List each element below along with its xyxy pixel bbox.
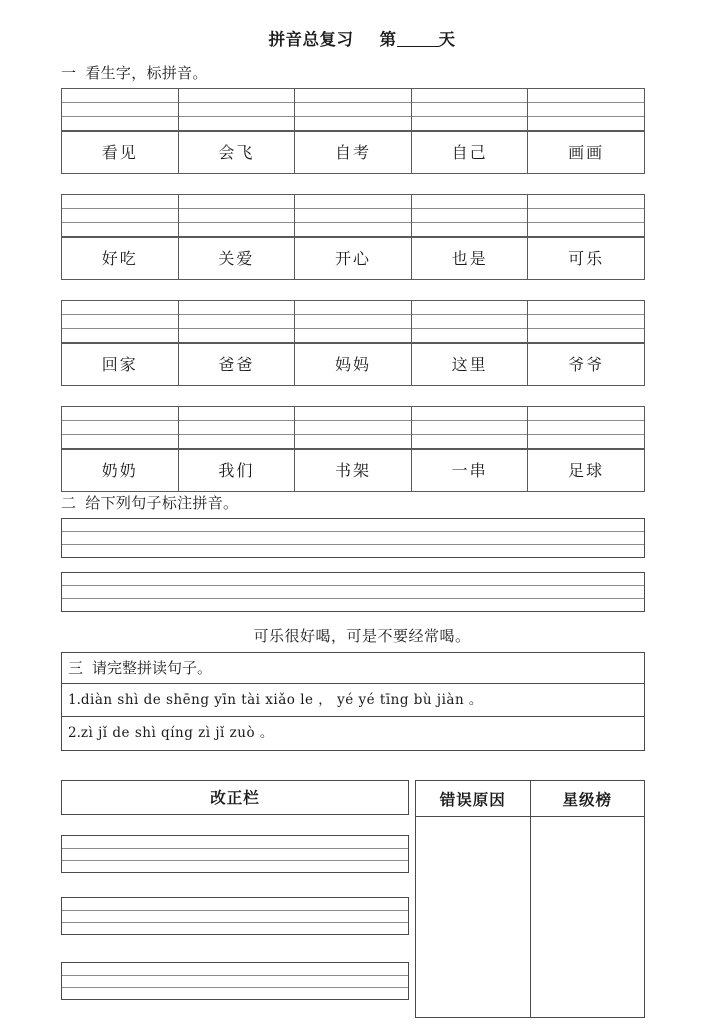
word-table-row-4	[61, 406, 645, 492]
correction-column-header: 改正栏	[61, 780, 409, 815]
word-cell	[295, 449, 412, 492]
word-text: 可乐	[528, 237, 644, 279]
pinyin-write-cell[interactable]	[411, 301, 528, 343]
star-rank-header: 星级榜	[530, 781, 645, 817]
table-row	[416, 817, 645, 1018]
word-row	[62, 343, 645, 386]
pinyin-sentence-index: 2.	[68, 725, 81, 741]
word-cell	[528, 237, 645, 280]
word-cell	[62, 343, 179, 386]
section-1-heading	[61, 62, 208, 83]
pinyin-write-cell[interactable]	[62, 407, 179, 449]
section-3-box	[61, 652, 645, 751]
word-text: 足球	[528, 449, 644, 491]
error-reason-header: 错误原因	[416, 781, 531, 817]
pinyin-write-cell[interactable]	[295, 89, 412, 131]
section-3-number: 三	[68, 659, 84, 677]
word-text: 书架	[295, 449, 411, 491]
word-table-row-2	[61, 194, 645, 280]
pinyin-grid-row	[62, 407, 645, 449]
error-star-table	[415, 780, 645, 1018]
title-day-blank[interactable]	[397, 32, 439, 47]
pinyin-write-cell[interactable]	[528, 89, 645, 131]
word-text: 也是	[412, 237, 528, 279]
pinyin-write-cell[interactable]	[295, 407, 412, 449]
word-text: 妈妈	[295, 343, 411, 385]
title-day-suffix: 天	[438, 30, 456, 49]
section-2-number: 二	[61, 494, 77, 512]
pinyin-write-cell[interactable]	[62, 301, 179, 343]
word-cell	[295, 237, 412, 280]
section-2-heading	[61, 492, 238, 513]
pinyin-write-cell[interactable]	[411, 195, 528, 237]
word-text: 开心	[295, 237, 411, 279]
word-text: 一串	[412, 449, 528, 491]
pinyin-write-cell[interactable]	[178, 89, 295, 131]
word-text: 会飞	[179, 131, 295, 173]
word-cell	[411, 131, 528, 174]
page-title	[0, 26, 724, 50]
pinyin-write-cell[interactable]	[411, 407, 528, 449]
word-cell	[411, 237, 528, 280]
pinyin-write-cell[interactable]	[528, 407, 645, 449]
word-text: 自考	[295, 131, 411, 173]
word-text: 关爱	[179, 237, 295, 279]
pinyin-sentence-text: zì jǐ de shì qíng zì jǐ zuò 。	[80, 725, 274, 741]
table-header-row	[416, 781, 645, 817]
word-cell	[178, 237, 295, 280]
pinyin-sentence-text: diàn shì de shēng yīn tài xiǎo le ， yé yé tīng bù jiàn 。	[80, 692, 483, 708]
pinyin-sentence-row	[62, 684, 644, 717]
pinyin-write-cell[interactable]	[528, 301, 645, 343]
pinyin-write-cell[interactable]	[528, 195, 645, 237]
word-cell	[178, 131, 295, 174]
title-main-text: 拼音总复习	[268, 30, 354, 49]
section-3-title: 请完整拼读句子。	[92, 659, 213, 677]
word-cell	[178, 343, 295, 386]
pinyin-write-cell[interactable]	[178, 301, 295, 343]
word-text: 看见	[62, 131, 178, 173]
correction-writing-box-1[interactable]	[61, 835, 409, 873]
pinyin-grid-row	[62, 301, 645, 343]
pinyin-sentence-index: 1.	[68, 692, 81, 708]
word-row	[62, 449, 645, 492]
word-cell	[62, 449, 179, 492]
section-2-title: 给下列句子标注拼音。	[85, 494, 239, 512]
word-cell	[411, 449, 528, 492]
error-reason-cell[interactable]	[416, 817, 531, 1018]
section-2-sentence: 可乐很好喝，可是不要经常喝。	[253, 627, 471, 645]
word-text: 奶奶	[62, 449, 178, 491]
word-text: 回家	[62, 343, 178, 385]
pinyin-write-cell[interactable]	[295, 301, 412, 343]
pinyin-write-cell[interactable]	[178, 407, 295, 449]
word-cell	[528, 449, 645, 492]
word-text: 爸爸	[179, 343, 295, 385]
correction-writing-box-3[interactable]	[61, 962, 409, 1000]
word-cell	[528, 343, 645, 386]
pinyin-write-cell[interactable]	[178, 195, 295, 237]
pinyin-write-cell[interactable]	[62, 195, 179, 237]
section-3-heading	[62, 653, 644, 684]
word-cell	[62, 237, 179, 280]
pinyin-grid-row	[62, 195, 645, 237]
word-row	[62, 237, 645, 280]
word-text: 画画	[528, 131, 644, 173]
star-rank-cell[interactable]	[530, 817, 645, 1018]
word-text: 爷爷	[528, 343, 644, 385]
word-table-row-3	[61, 300, 645, 386]
section-1-title: 看生字，标拼音。	[85, 64, 208, 82]
word-text: 这里	[412, 343, 528, 385]
correction-writing-box-2[interactable]	[61, 897, 409, 935]
pinyin-writing-box-2[interactable]	[61, 572, 645, 612]
word-cell	[411, 343, 528, 386]
word-cell	[295, 343, 412, 386]
pinyin-write-cell[interactable]	[295, 195, 412, 237]
word-row	[62, 131, 645, 174]
pinyin-write-cell[interactable]	[411, 89, 528, 131]
word-cell	[178, 449, 295, 492]
word-cell	[528, 131, 645, 174]
word-text: 好吃	[62, 237, 178, 279]
word-cell	[295, 131, 412, 174]
pinyin-sentence-row	[62, 717, 644, 750]
pinyin-grid-row	[62, 89, 645, 131]
pinyin-writing-box-1[interactable]	[61, 518, 645, 558]
title-day-prefix: 第	[379, 30, 397, 49]
word-text: 自己	[412, 131, 528, 173]
word-text: 我们	[179, 449, 295, 491]
word-table-row-1	[61, 88, 645, 174]
word-cell	[62, 131, 179, 174]
section-1-number: 一	[61, 64, 77, 82]
pinyin-write-cell[interactable]	[62, 89, 179, 131]
